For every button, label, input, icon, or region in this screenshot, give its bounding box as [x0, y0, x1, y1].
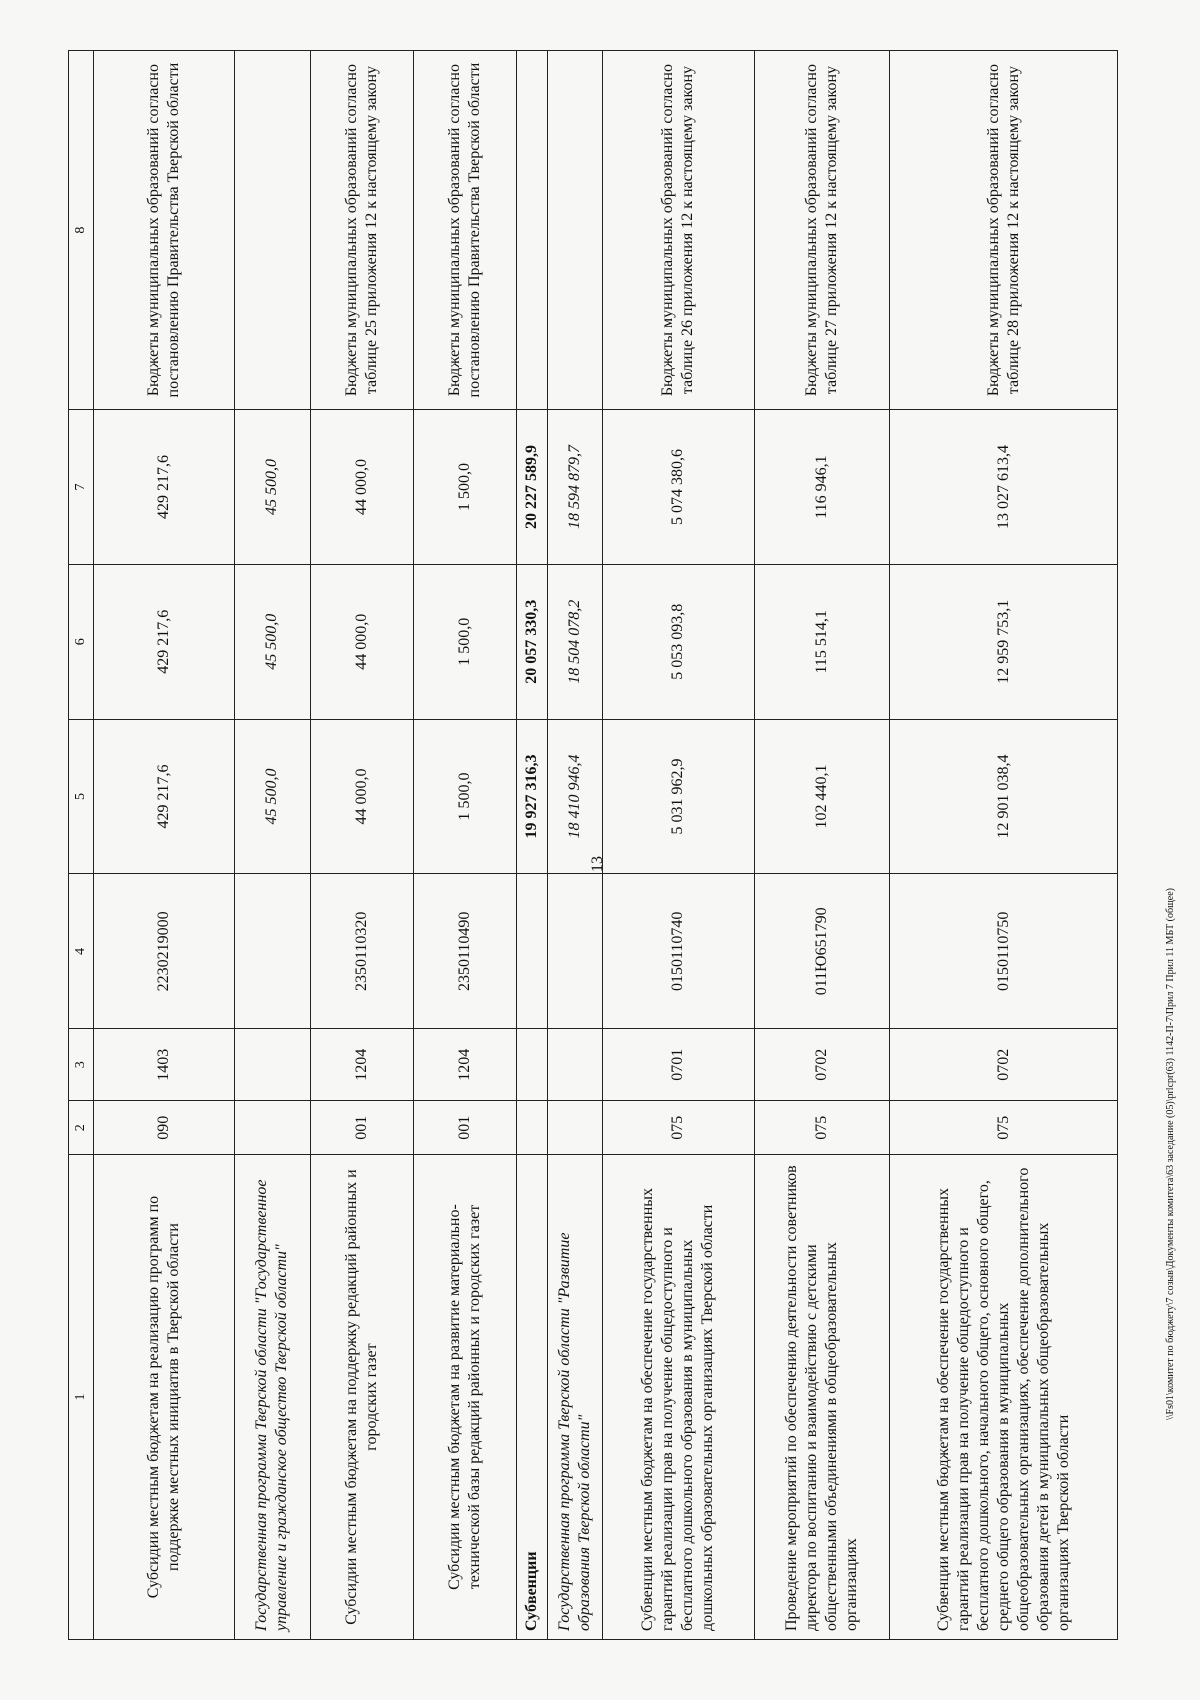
- row-amount-2: 12 959 753,1: [890, 564, 1118, 719]
- header-cell: 6: [69, 564, 94, 719]
- row-target-code: 2350110490: [413, 874, 516, 1029]
- row-section-code: [517, 1029, 548, 1101]
- row-recipient: Бюджеты муниципальных образований согласно постановлению Правительства Тверской области: [94, 51, 235, 410]
- row-amount-2: 45 500,0: [235, 564, 311, 719]
- row-target-code: 011Ю651790: [754, 874, 890, 1029]
- row-amount-1: 1 500,0: [413, 719, 516, 874]
- row-name: Субвенции местным бюджетам на обеспечение государственных гарантий реализации прав на получение общедоступного и бесплатного дошкольного, начального общего, основного общего, среднего общего образования в муниципальных общеобразовательных организациях, обеспечение дополнительного образования детей в муниципальных общеобразовательных организациях Тверской области: [890, 1155, 1118, 1640]
- row-amount-2: 429 217,6: [94, 564, 235, 719]
- row-ministry-code: 001: [310, 1101, 413, 1155]
- row-ministry-code: [517, 1101, 548, 1155]
- row-section-code: 0701: [602, 1029, 754, 1101]
- row-name: Субсидии местным бюджетам на реализацию программ по поддержке местных инициатив в Тверской области: [94, 1155, 235, 1640]
- row-target-code: [517, 874, 548, 1029]
- row-amount-3: 13 027 613,4: [890, 410, 1118, 565]
- row-ministry-code: 090: [94, 1101, 235, 1155]
- header-cell: 4: [69, 874, 94, 1029]
- table-row: [602, 51, 754, 1640]
- row-amount-2: 1 500,0: [413, 564, 516, 719]
- row-section-code: 0702: [890, 1029, 1118, 1101]
- row-amount-1: 44 000,0: [310, 719, 413, 874]
- row-name: Субсидии местным бюджетам на поддержку редакций районных и городских газет: [310, 1155, 413, 1640]
- row-amount-1: 45 500,0: [235, 719, 311, 874]
- row-amount-2: 20 057 330,3: [517, 564, 548, 719]
- row-amount-1: 429 217,6: [94, 719, 235, 874]
- header-cell: 5: [69, 719, 94, 874]
- row-amount-3: 116 946,1: [754, 410, 890, 565]
- table-row: [94, 51, 235, 1640]
- row-recipient: Бюджеты муниципальных образований согласно таблице 26 приложения 12 к настоящему закону: [602, 51, 754, 410]
- row-section-code: [235, 1029, 311, 1101]
- row-name: Субвенции: [517, 1155, 548, 1640]
- row-amount-3: 20 227 589,9: [517, 410, 548, 565]
- header-cell: 1: [69, 1155, 94, 1640]
- row-amount-1: 19 927 316,3: [517, 719, 548, 874]
- row-ministry-code: 075: [602, 1101, 754, 1155]
- table-row: [548, 51, 602, 1640]
- table-row: [310, 51, 413, 1640]
- row-section-code: [548, 1029, 602, 1101]
- row-name: Проведение мероприятий по обеспечению деятельности советников директора по воспитанию и взаимодействию с детскими общественными объединениями в общеобразовательных организациях: [754, 1155, 890, 1640]
- row-name: Субвенции местным бюджетам на обеспечение государственных гарантий реализации прав на получение общедоступного и бесплатного дошкольного образования в муниципальных дошкольных образовательных организациях Тверской области: [602, 1155, 754, 1640]
- row-amount-2: 115 514,1: [754, 564, 890, 719]
- table-row: [517, 51, 548, 1640]
- row-target-code: 0150110740: [602, 874, 754, 1029]
- row-recipient: [235, 51, 311, 410]
- row-section-code: 0702: [754, 1029, 890, 1101]
- table-header-row: [69, 51, 94, 1640]
- row-amount-2: 5 053 093,8: [602, 564, 754, 719]
- row-name: Государственная программа Тверской области "Государственное управление и гражданское общество Тверской области": [235, 1155, 311, 1640]
- row-target-code: 0150110750: [890, 874, 1118, 1029]
- table-row: [890, 51, 1118, 1640]
- row-amount-1: 18 410 946,4: [548, 719, 602, 874]
- header-cell: 7: [69, 410, 94, 565]
- row-recipient: Бюджеты муниципальных образований согласно таблице 28 приложения 12 к настоящему закону: [890, 51, 1118, 410]
- table-row: [235, 51, 311, 1640]
- row-amount-3: 18 594 879,7: [548, 410, 602, 565]
- row-recipient: Бюджеты муниципальных образований согласно постановлению Правительства Тверской области: [413, 51, 516, 410]
- row-amount-2: 18 504 078,2: [548, 564, 602, 719]
- row-amount-2: 44 000,0: [310, 564, 413, 719]
- row-amount-3: 429 217,6: [94, 410, 235, 565]
- table-row: [754, 51, 890, 1640]
- row-target-code: [548, 874, 602, 1029]
- row-amount-1: 102 440,1: [754, 719, 890, 874]
- row-amount-1: 12 901 038,4: [890, 719, 1118, 874]
- row-ministry-code: [235, 1101, 311, 1155]
- row-recipient: [517, 51, 548, 410]
- row-section-code: 1403: [94, 1029, 235, 1101]
- row-amount-3: 44 000,0: [310, 410, 413, 565]
- header-cell: 3: [69, 1029, 94, 1101]
- row-ministry-code: 075: [754, 1101, 890, 1155]
- row-section-code: 1204: [413, 1029, 516, 1101]
- page-number: 13: [589, 856, 606, 872]
- header-cell: 8: [69, 51, 94, 410]
- budget-table-container: [68, 50, 1118, 1640]
- row-target-code: 2230219000: [94, 874, 235, 1029]
- budget-table: [68, 50, 1118, 1640]
- row-recipient: [548, 51, 602, 410]
- row-target-code: [235, 874, 311, 1029]
- row-ministry-code: 001: [413, 1101, 516, 1155]
- row-amount-1: 5 031 962,9: [602, 719, 754, 874]
- row-amount-3: 5 074 380,6: [602, 410, 754, 565]
- row-recipient: Бюджеты муниципальных образований согласно таблице 25 приложения 12 к настоящему закону: [310, 51, 413, 410]
- row-recipient: Бюджеты муниципальных образований согласно таблице 27 приложения 12 к настоящему закону: [754, 51, 890, 410]
- row-name: Государственная программа Тверской области "Развитие образования Тверской области": [548, 1155, 602, 1640]
- table-row: [413, 51, 516, 1640]
- row-amount-3: 45 500,0: [235, 410, 311, 565]
- row-ministry-code: 075: [890, 1101, 1118, 1155]
- row-section-code: 1204: [310, 1029, 413, 1101]
- row-name: Субсидии местным бюджетам на развитие материально-технической базы редакций районных и городских газет: [413, 1155, 516, 1640]
- row-ministry-code: [548, 1101, 602, 1155]
- row-amount-3: 1 500,0: [413, 410, 516, 565]
- row-target-code: 2350110320: [310, 874, 413, 1029]
- header-cell: 2: [69, 1101, 94, 1155]
- footer-file-path: \\Fs01\комитет по бюджету\7 созыв\Документы комитета\63 заседание (05)\prlcpr(63) 1142-П-7\Прил 7 Прил 11 МБТ (общее): [1165, 888, 1176, 1420]
